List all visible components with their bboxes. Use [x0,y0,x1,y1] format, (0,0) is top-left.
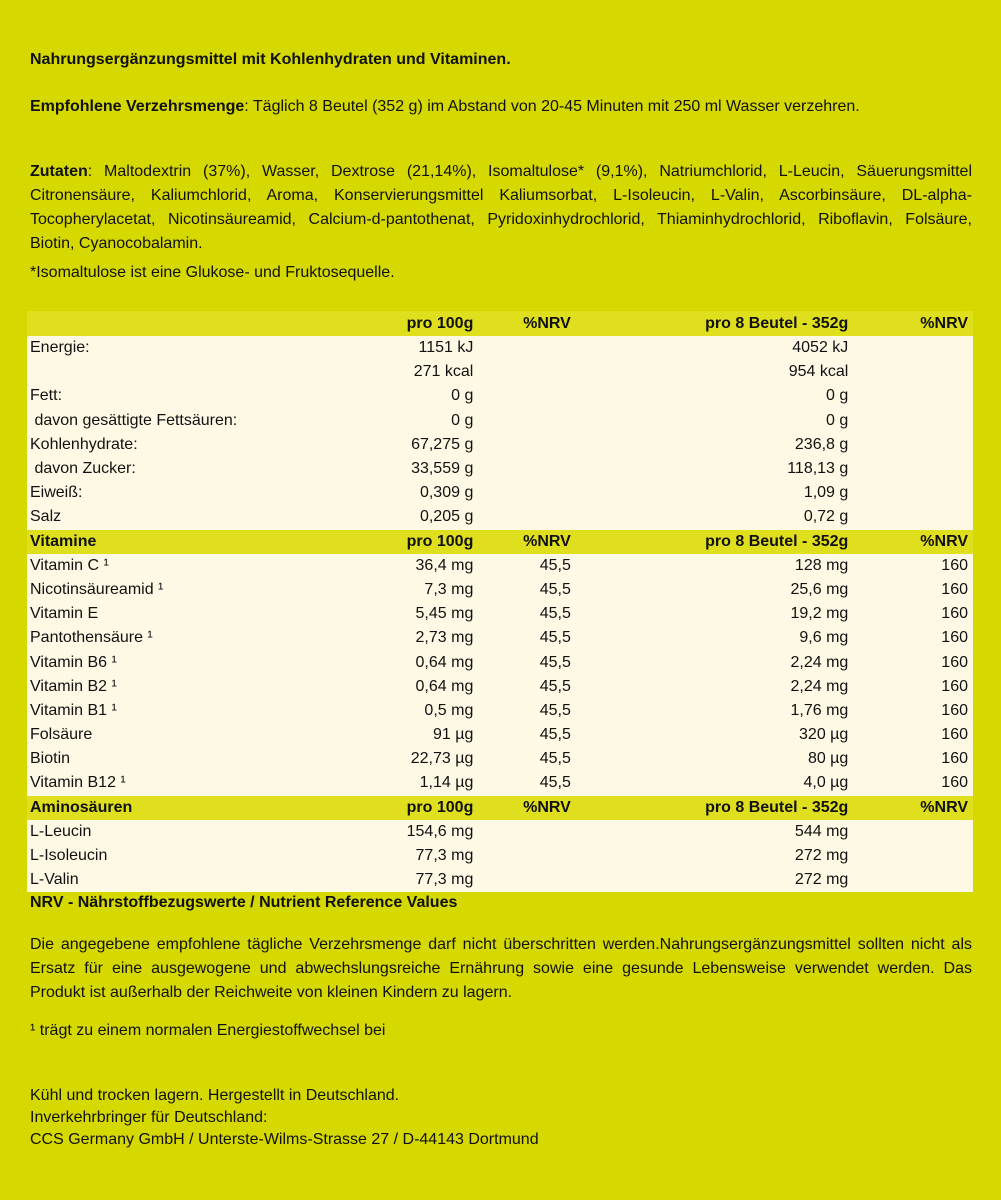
cell-nrv1 [473,457,571,481]
cell-nrv1 [473,384,571,408]
cell-label: Vitamin B6 ¹ [27,650,332,674]
cell-p100: 5,45 mg [332,602,474,626]
dosage-paragraph [30,95,972,119]
cell-p8: 19,2 mg [571,602,848,626]
cell-nrv2: 160 [848,747,973,771]
cell-p8: 954 kcal [571,360,848,384]
cell-p8: 272 mg [571,844,848,868]
cell-nrv2 [848,481,973,505]
cell-p100: 2,73 mg [332,626,474,650]
cell-nrv1 [473,360,571,384]
cell-label: Folsäure [27,723,332,747]
cell-p100: 154,6 mg [332,820,474,844]
cell-nrv2: 160 [848,723,973,747]
cell-nrv1 [473,409,571,433]
header-cell-label [27,311,332,336]
cell-label: Salz [27,505,332,529]
cell-label: Vitamin C ¹ [27,554,332,578]
cell-nrv2 [848,433,973,457]
nutrition-header-row [27,311,973,336]
cell-label: L-Isoleucin [27,844,332,868]
cell-p8: 4052 kJ [571,336,848,360]
cell-p8: 320 µg [571,723,848,747]
cell-label: Eiweiß: [27,481,332,505]
cell-p8: 0 g [571,384,848,408]
header-cell-p100: pro 100g [332,796,474,820]
cell-nrv2 [848,868,973,892]
dosage-label: Empfohlene Verzehrsmenge [30,98,245,115]
nutrition-row [27,336,973,360]
cell-p100: 0,5 mg [332,699,474,723]
cell-nrv1: 45,5 [473,771,571,795]
header-cell-nrv2: %NRV [848,311,973,336]
cell-p8: 118,13 g [571,457,848,481]
cell-p8: 2,24 mg [571,650,848,674]
header-cell-nrv2: %NRV [848,796,973,820]
cell-label [27,360,332,384]
cell-nrv1 [473,336,571,360]
footer [30,1085,539,1151]
cell-p100: 7,3 mg [332,578,474,602]
cell-p8: 0,72 g [571,505,848,529]
amino-header-row [27,796,973,820]
cell-p8: 4,0 µg [571,771,848,795]
cell-p100: 77,3 mg [332,844,474,868]
product-title: Nahrungsergänzungsmittel mit Kohlenhydraten und Vitaminen. [30,51,511,68]
cell-nrv2 [848,820,973,844]
cell-p100: 0,309 g [332,481,474,505]
cell-p8: 9,6 mg [571,626,848,650]
nutrition-row [27,409,973,433]
cell-nrv2: 160 [848,675,973,699]
header-cell-label: Aminosäuren [27,796,332,820]
vitamin-row [27,578,973,602]
cell-nrv1 [473,820,571,844]
cell-nrv2 [848,360,973,384]
vitamin-row [27,771,973,795]
cell-p100: 0,205 g [332,505,474,529]
cell-label: davon Zucker: [27,457,332,481]
cell-label: L-Valin [27,868,332,892]
cell-label: Energie: [27,336,332,360]
cell-p100: 67,275 g [332,433,474,457]
distributor-label: Inverkehrbringer für Deutschland: [30,1109,268,1126]
cell-p100: 0,64 mg [332,675,474,699]
header-cell-label: Vitamine [27,530,332,554]
cell-p8: 1,09 g [571,481,848,505]
cell-nrv1: 45,5 [473,626,571,650]
cell-nrv2 [848,457,973,481]
vitamin-row [27,699,973,723]
cell-nrv2 [848,409,973,433]
cell-label: Vitamin B12 ¹ [27,771,332,795]
cell-label: Pantothensäure ¹ [27,626,332,650]
cell-nrv1: 45,5 [473,554,571,578]
header-cell-p100: pro 100g [332,311,474,336]
cell-nrv2: 160 [848,554,973,578]
cell-p100: 91 µg [332,723,474,747]
header-cell-nrv2: %NRV [848,530,973,554]
cell-p100: 1151 kJ [332,336,474,360]
cell-nrv1: 45,5 [473,602,571,626]
cell-p8: 0 g [571,409,848,433]
header-cell-nrv1: %NRV [473,796,571,820]
cell-label: Vitamin E [27,602,332,626]
cell-label: Vitamin B2 ¹ [27,675,332,699]
vitamin-row [27,626,973,650]
cell-p8: 80 µg [571,747,848,771]
nutrition-row [27,433,973,457]
cell-p8: 544 mg [571,820,848,844]
cell-nrv2 [848,336,973,360]
amino-row [27,868,973,892]
cell-nrv1: 45,5 [473,747,571,771]
ingredients-paragraph [30,160,972,256]
nutrition-row [27,360,973,384]
vitamin-row [27,554,973,578]
cell-nrv1: 45,5 [473,675,571,699]
cell-nrv2 [848,505,973,529]
cell-p8: 272 mg [571,868,848,892]
header-cell-p8: pro 8 Beutel - 352g [571,796,848,820]
cell-nrv2: 160 [848,699,973,723]
cell-nrv1: 45,5 [473,723,571,747]
disclaimer: Die angegebene empfohlene tägliche Verzehrsmenge darf nicht überschritten werden.Nahrungsergänzungsmittel sollten nicht als Ersatz für eine ausgewogene und abwechslungsreiche Ernährung sowie eine gesunde Lebensweise verwendet werden. Das Produkt ist außerhalb der Reichweite von kleinen Kindern zu lagern. [30,936,972,1001]
nutrition-row [27,481,973,505]
cell-nrv1 [473,481,571,505]
header-cell-p8: pro 8 Beutel - 352g [571,311,848,336]
cell-p100: 77,3 mg [332,868,474,892]
vitamin-row [27,747,973,771]
cell-p100: 22,73 µg [332,747,474,771]
amino-row [27,820,973,844]
cell-p8: 1,76 mg [571,699,848,723]
cell-label: Kohlenhydrate: [27,433,332,457]
vitamin-row [27,602,973,626]
cell-p8: 236,8 g [571,433,848,457]
cell-nrv1: 45,5 [473,578,571,602]
header-cell-nrv1: %NRV [473,530,571,554]
cell-p8: 128 mg [571,554,848,578]
footnote: ¹ trägt zu einem normalen Energiestoffwechsel bei [30,1022,386,1039]
cell-nrv1: 45,5 [473,699,571,723]
cell-nrv1 [473,844,571,868]
cell-label: Vitamin B1 ¹ [27,699,332,723]
cell-nrv2 [848,844,973,868]
cell-nrv2: 160 [848,771,973,795]
cell-nrv2: 160 [848,578,973,602]
nrv-note: NRV - Nährstoffbezugswerte / Nutrient Reference Values [30,894,458,911]
header-cell-p100: pro 100g [332,530,474,554]
cell-p100: 33,559 g [332,457,474,481]
cell-label: Fett: [27,384,332,408]
vitamin-row [27,723,973,747]
vitamin-row [27,650,973,674]
cell-p8: 2,24 mg [571,675,848,699]
cell-p100: 0 g [332,384,474,408]
cell-nrv2: 160 [848,602,973,626]
cell-p100: 271 kcal [332,360,474,384]
cell-label: Nicotinsäureamid ¹ [27,578,332,602]
cell-p8: 25,6 mg [571,578,848,602]
cell-p100: 0 g [332,409,474,433]
cell-nrv1 [473,868,571,892]
nutrition-row [27,505,973,529]
cell-nrv2: 160 [848,626,973,650]
cell-p100: 0,64 mg [332,650,474,674]
dosage-text: : Täglich 8 Beutel (352 g) im Abstand von 20-45 Minuten mit 250 ml Wasser verzehren. [244,98,860,115]
cell-p100: 36,4 mg [332,554,474,578]
ingredients-label: Zutaten [30,163,88,180]
nutrition-table [27,311,973,892]
cell-label: davon gesättigte Fettsäuren: [27,409,332,433]
cell-label: Biotin [27,747,332,771]
isomaltulose-note: *Isomaltulose ist eine Glukose- und Fruktosequelle. [30,264,395,281]
nutrition-row [27,457,973,481]
header-cell-nrv1: %NRV [473,311,571,336]
vitamin-row [27,675,973,699]
cell-nrv1 [473,433,571,457]
cell-p100: 1,14 µg [332,771,474,795]
cell-label: L-Leucin [27,820,332,844]
cell-nrv2 [848,384,973,408]
cell-nrv1: 45,5 [473,650,571,674]
cell-nrv1 [473,505,571,529]
ingredients-text: : Maltodextrin (37%), Wasser, Dextrose (21,14%), Isomaltulose* (9,1%), Natriumchlorid, L-Leucin, Säuerungsmittel Citronensäure, Kaliumchlorid, Aroma, Konservierungsmittel Kaliumsorbat, L-Isoleucin, L-Valin, Ascorbinsäure, DL-alpha-Tocopherylacetat, Nicotinsäureamid, Calcium-d-pantothenat, Pyridoxinhydrochlorid, Thiaminhydrochlorid, Riboflavin, Folsäure, Biotin, Cyanocobalamin. [30,163,972,252]
amino-row [27,844,973,868]
distributor-address: CCS Germany GmbH / Unterste-Wilms-Strasse 27 / D-44143 Dortmund [30,1131,539,1148]
nutrition-row [27,384,973,408]
storage-text: Kühl und trocken lagern. Hergestellt in Deutschland. [30,1087,400,1104]
vitamins-header-row [27,530,973,554]
cell-nrv2: 160 [848,650,973,674]
header-cell-p8: pro 8 Beutel - 352g [571,530,848,554]
